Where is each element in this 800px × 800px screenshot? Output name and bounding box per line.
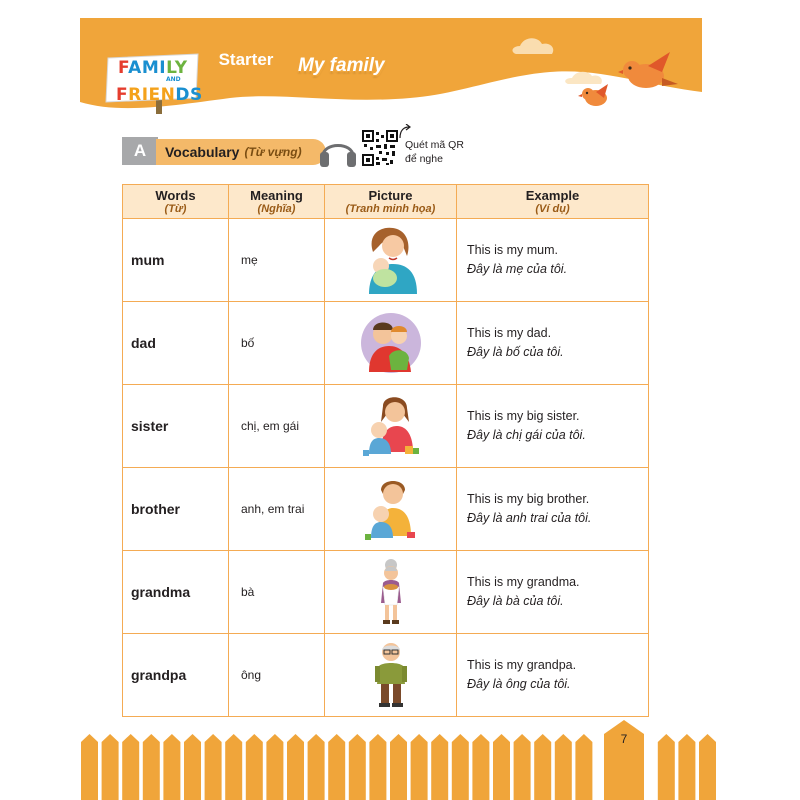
fence-picket — [266, 734, 283, 800]
fence-picket — [81, 734, 98, 800]
fence-picket — [102, 734, 119, 800]
example-cell: This is my dad. Đây là bố của tôi. — [457, 302, 649, 385]
fence-picket — [349, 734, 366, 800]
fence-picket — [514, 734, 531, 800]
word-cell: grandpa — [123, 634, 229, 717]
fence-picket — [287, 734, 304, 800]
dad-hugging-child-icon — [359, 310, 423, 376]
meaning-cell: anh, em trai — [229, 468, 325, 551]
picture-cell — [325, 634, 457, 717]
headphones-icon[interactable] — [318, 134, 358, 173]
meaning-cell: bà — [229, 551, 325, 634]
sister-with-toddler-icon — [359, 392, 423, 460]
fence-picket — [369, 734, 386, 800]
fence-picket — [184, 734, 201, 800]
bird-large-icon — [618, 52, 678, 88]
fence-picket — [308, 734, 325, 800]
bird-small-icon — [578, 84, 608, 106]
meaning-cell: chị, em gái — [229, 385, 325, 468]
meaning-cell: ông — [229, 634, 325, 717]
qr-instruction — [405, 138, 464, 166]
fence-picket — [411, 734, 428, 800]
header-words: Words (Từ) — [123, 185, 229, 219]
fence-picket — [699, 734, 716, 800]
example-cell: This is my grandpa. Đây là ông của tôi. — [457, 634, 649, 717]
example-cell: This is my big sister. Đây là chị gái của tôi. — [457, 385, 649, 468]
table-row — [123, 468, 649, 551]
section-title: Vocabulary — [165, 144, 240, 160]
table-row — [123, 219, 649, 302]
fence-picket — [225, 734, 242, 800]
table-header-row — [123, 185, 649, 219]
picture-cell — [325, 468, 457, 551]
unit-title: My family — [298, 55, 385, 76]
fence-picket — [390, 734, 407, 800]
meaning-cell: mẹ — [229, 219, 325, 302]
meaning-cell: bố — [229, 302, 325, 385]
section-subtitle: (Từ vựng) — [244, 145, 302, 159]
family-and-friends-logo — [104, 52, 202, 114]
picture-cell — [325, 385, 457, 468]
vocabulary-table — [122, 184, 649, 717]
fence-picket — [534, 734, 551, 800]
logo-and: AND — [166, 76, 181, 83]
example-cell: This is my grandma. Đây là bà của tôi. — [457, 551, 649, 634]
fence-picket — [493, 734, 510, 800]
qr-note-line1: Quét mã QR — [405, 139, 464, 151]
starter-label: Starter — [218, 50, 274, 69]
header-example: Example (Ví dụ) — [457, 185, 649, 219]
fence-picket — [122, 734, 139, 800]
fence-picket — [143, 734, 160, 800]
fence-picket — [575, 734, 592, 800]
qr-note-line2: để nghe — [405, 153, 443, 165]
example-cell: This is my big brother. Đây là anh trai của tôi. — [457, 468, 649, 551]
fence-picket — [658, 734, 675, 800]
section-pill — [156, 139, 326, 165]
picture-cell — [325, 551, 457, 634]
word-cell: sister — [123, 385, 229, 468]
fence-picket — [472, 734, 489, 800]
picture-cell — [325, 219, 457, 302]
example-cell: This is my mum. Đây là mẹ của tôi. — [457, 219, 649, 302]
birds-illustration — [574, 50, 684, 119]
fence-picket — [678, 734, 695, 800]
section-letter: A — [122, 137, 158, 165]
word-cell: grandma — [123, 551, 229, 634]
fence-picket — [246, 734, 263, 800]
starter-tab — [206, 22, 286, 104]
word-cell: dad — [123, 302, 229, 385]
mum-holding-baby-icon — [359, 224, 423, 296]
header-meaning: Meaning (Nghĩa) — [229, 185, 325, 219]
table-row — [123, 385, 649, 468]
table-row — [123, 634, 649, 717]
page-number: 7 — [620, 732, 628, 746]
grandma-icon — [371, 557, 411, 627]
fence-picket — [163, 734, 180, 800]
grandpa-icon — [369, 640, 413, 710]
qr-code-icon[interactable] — [362, 130, 398, 171]
table-row — [123, 302, 649, 385]
fence-picket — [431, 734, 448, 800]
table-row — [123, 551, 649, 634]
fence-picket — [452, 734, 469, 800]
logo-line-family: FAMILY — [118, 58, 188, 78]
logo-line-friends: FRIENDS — [116, 85, 203, 105]
fence-picket — [555, 734, 572, 800]
word-cell: mum — [123, 219, 229, 302]
picture-cell — [325, 302, 457, 385]
word-cell: brother — [123, 468, 229, 551]
header-picture: Picture (Tranh minh họa) — [325, 185, 457, 219]
brother-with-toddler-icon — [359, 474, 423, 544]
fence-picket — [205, 734, 222, 800]
fence-picket — [328, 734, 345, 800]
